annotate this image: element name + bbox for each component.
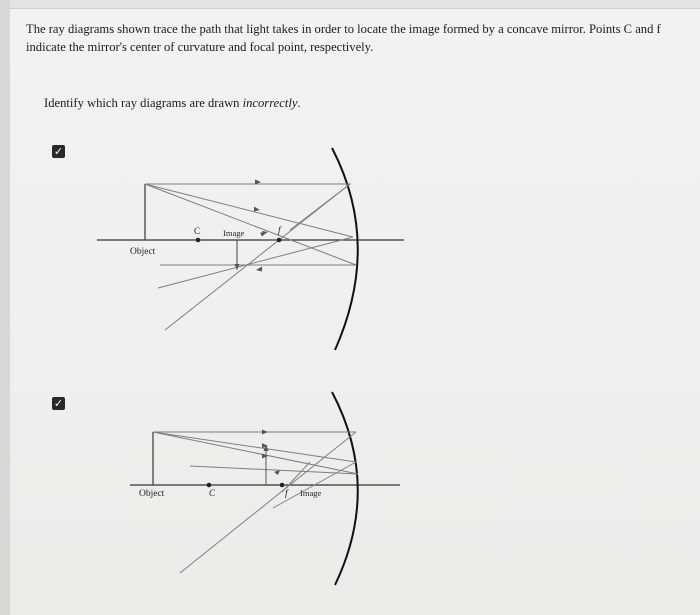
object-label: Object — [139, 489, 165, 499]
prompt-before: Identify which ray diagrams are drawn — [44, 96, 243, 110]
ray-diagram-2 — [10, 0, 700, 615]
center-label: C — [209, 488, 216, 498]
image-label: Image — [300, 488, 322, 498]
object-label: Object — [130, 247, 156, 257]
check-icon: ✓ — [53, 145, 64, 158]
prompt-emphasis: incorrectly — [242, 96, 298, 110]
prompt-after: . — [297, 96, 301, 110]
check-icon: ✓ — [53, 397, 64, 410]
image-label: Image — [223, 228, 245, 238]
focal-point — [280, 483, 285, 488]
focal-label: f — [278, 226, 281, 236]
question-page — [10, 0, 700, 615]
center-label: C — [194, 226, 201, 236]
center-point — [207, 483, 212, 488]
focal-label: f — [285, 489, 288, 499]
question-sentence: The ray diagrams shown trace the path that light takes in order to locate the image formed by a concave mirror. Points C and f indicate the mirror's center of curvature and focal point, respectively. — [26, 22, 661, 54]
